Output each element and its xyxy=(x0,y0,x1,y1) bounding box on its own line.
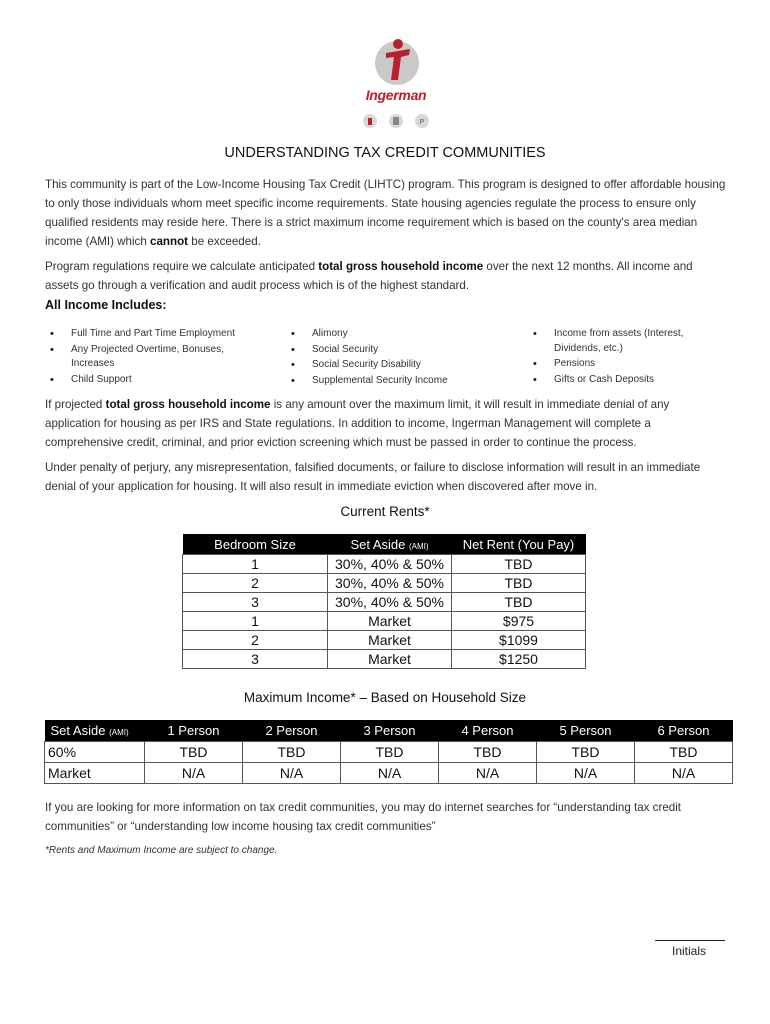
table-cell: N/A xyxy=(439,763,537,784)
max-income-title: Maximum Income* – Based on Household Size xyxy=(243,690,527,705)
more-info-paragraph: If you are looking for more information on tax credit communities, you may do internet searches for “understanding tax credit communities” or “understanding low income housing tax credit communities” xyxy=(45,801,682,833)
initials-label: Initials xyxy=(672,944,707,958)
regulations-paragraph: Program regulations require we calculate anticipated total gross household income over the next 12 months. All income and assets go through a verification and audit process which is of the highest standard. xyxy=(45,260,693,292)
table-cell: $1250 xyxy=(452,650,586,669)
header-person: 5 Person xyxy=(537,720,635,742)
table-cell: 3 xyxy=(183,650,328,669)
table-cell: Market xyxy=(45,763,145,784)
table-cell: 1 xyxy=(183,612,328,631)
list-item: • Full Time and Part Time Employment xyxy=(50,327,250,342)
table-cell: N/A xyxy=(341,763,439,784)
table-cell: 2 xyxy=(183,574,328,593)
table-row xyxy=(183,593,586,612)
table-row xyxy=(45,763,733,784)
income-includes-heading: All Income Includes: xyxy=(45,298,167,312)
header-bedroom-size: Bedroom Size xyxy=(183,534,328,555)
list-item: • Alimony xyxy=(291,327,491,342)
table-cell: N/A xyxy=(145,763,243,784)
table-cell: $1099 xyxy=(452,631,586,650)
table-cell: TBD xyxy=(243,742,341,763)
income-list-col2 xyxy=(291,327,491,389)
table-cell: N/A xyxy=(537,763,635,784)
header-set-aside: Set Aside (AMI) xyxy=(45,720,145,742)
table-cell: 2 xyxy=(183,631,328,650)
table-cell: Market xyxy=(328,612,452,631)
income-list-col3 xyxy=(533,327,713,388)
initials-line[interactable] xyxy=(655,940,725,941)
table-cell: TBD xyxy=(452,593,586,612)
rents-title: Current Rents* xyxy=(340,504,430,519)
table-cell: 30%, 40% & 50% xyxy=(328,593,452,612)
table-row xyxy=(183,612,586,631)
max-income-table xyxy=(44,720,733,784)
list-item: • Supplemental Security Income xyxy=(291,374,491,389)
denial-paragraph: If projected total gross household income is any amount over the maximum limit, it will result in immediate denial of any application for housing as per IRS and State regulations. In addition to income, Ingerman Management will complete a comprehensive credit, criminal, and prior eviction screening which must be passed in order to continue the process. xyxy=(45,398,670,449)
table-cell: 1 xyxy=(183,555,328,574)
table-row xyxy=(45,742,733,763)
header-person: 3 Person xyxy=(341,720,439,742)
table-cell: TBD xyxy=(537,742,635,763)
table-cell: TBD xyxy=(439,742,537,763)
table-cell: Market xyxy=(328,650,452,669)
intro-paragraph: This community is part of the Low-Income Housing Tax Credit (LIHTC) program. This program is designed to offer affordable housing to only those individuals whom meet specific income requirements. State housing agencies regulate the process to ensure only qualified residents may reside here. There is a strict maximum income requirement which is based on the county's area median income (AMI) which cannot be exceeded. xyxy=(45,178,726,248)
list-item: • Income from assets (Interest, Dividends, etc.) xyxy=(533,327,713,356)
table-cell: TBD xyxy=(635,742,733,763)
header-person: 2 Person xyxy=(243,720,341,742)
footnote: *Rents and Maximum Income are subject to change. xyxy=(45,845,278,856)
income-list-col1 xyxy=(50,327,250,388)
table-cell: N/A xyxy=(635,763,733,784)
table-cell: Market xyxy=(328,631,452,650)
header-set-aside: Set Aside (AMI) xyxy=(328,534,452,555)
table-row xyxy=(183,555,586,574)
svg-text:P: P xyxy=(419,119,425,126)
table-row xyxy=(183,574,586,593)
table-cell: 60% xyxy=(45,742,145,763)
table-row xyxy=(183,650,586,669)
table-cell: N/A xyxy=(243,763,341,784)
header-net-rent: Net Rent (You Pay) xyxy=(452,534,586,555)
list-item: • Social Security xyxy=(291,343,491,358)
list-item: • Any Projected Overtime, Bonuses, Increases xyxy=(50,343,250,372)
header-person: 1 Person xyxy=(145,720,243,742)
list-item: • Social Security Disability xyxy=(291,358,491,373)
table-cell: TBD xyxy=(452,574,586,593)
list-item: • Gifts or Cash Deposits xyxy=(533,373,713,388)
header-person: 4 Person xyxy=(439,720,537,742)
header-person: 6 Person xyxy=(635,720,733,742)
logo-badge-icons xyxy=(360,112,432,130)
table-cell: 30%, 40% & 50% xyxy=(328,555,452,574)
page-title: UNDERSTANDING TAX CREDIT COMMUNITIES xyxy=(224,145,546,161)
table-cell: 30%, 40% & 50% xyxy=(328,574,452,593)
rents-table xyxy=(182,534,586,669)
table-cell: $975 xyxy=(452,612,586,631)
list-item: • Pensions xyxy=(533,357,713,372)
table-cell: TBD xyxy=(145,742,243,763)
table-header-row xyxy=(45,720,733,742)
list-item: • Child Support xyxy=(50,373,250,388)
logo-wordmark: Ingerman xyxy=(365,87,427,103)
table-header-row xyxy=(183,534,586,555)
table-cell: TBD xyxy=(341,742,439,763)
perjury-paragraph: Under penalty of perjury, any misrepresentation, falsified documents, or failure to disclose information will result in an immediate denial of your application for housing. It will also result in immediate eviction when discovered after move in. xyxy=(45,461,701,493)
table-cell: TBD xyxy=(452,555,586,574)
table-cell: 3 xyxy=(183,593,328,612)
table-row xyxy=(183,631,586,650)
